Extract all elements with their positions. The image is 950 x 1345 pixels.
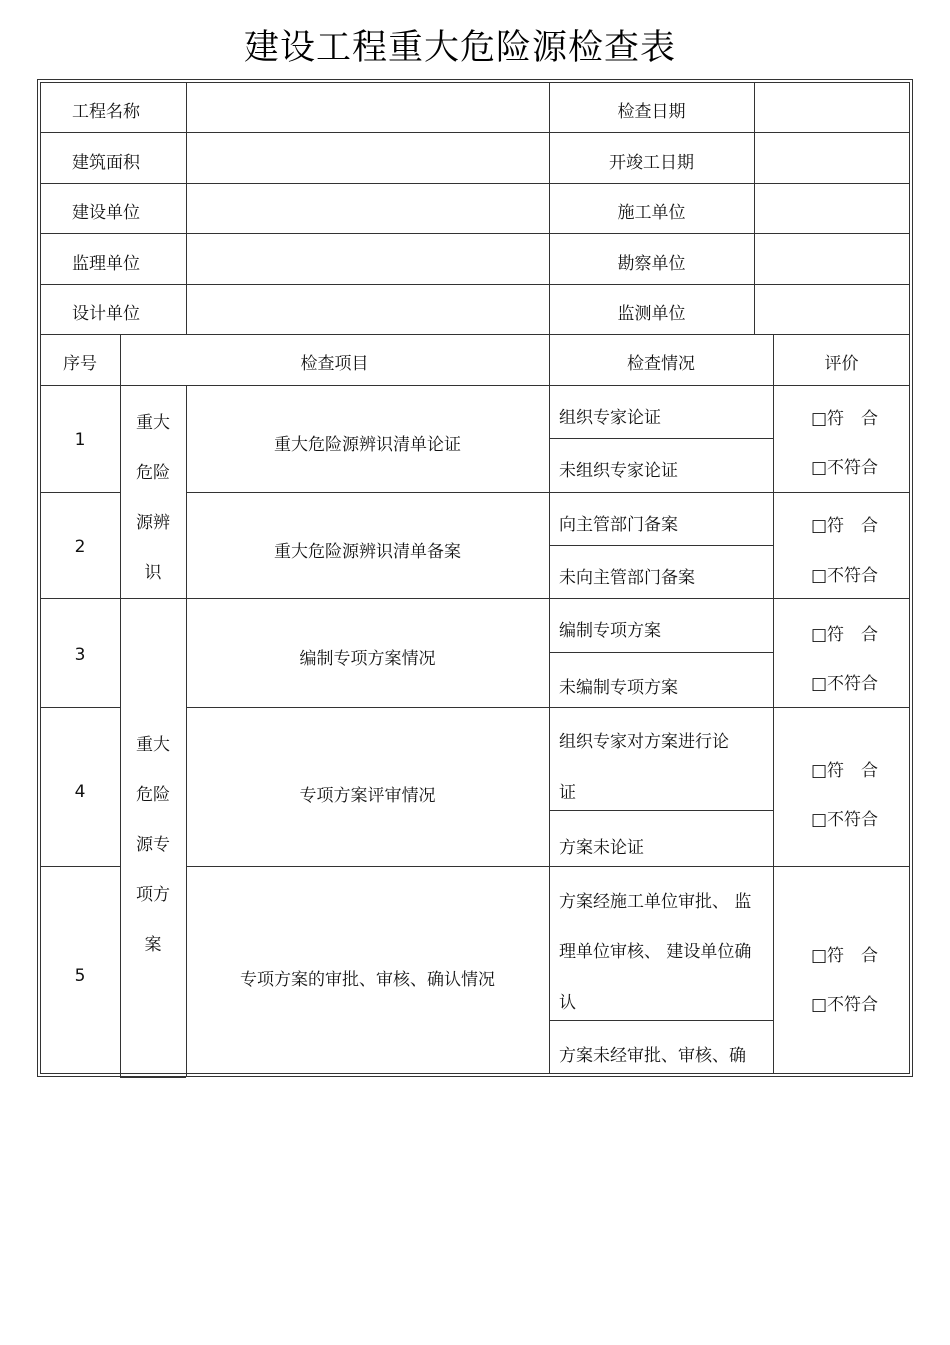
check-item: 专项方案评审情况 xyxy=(299,786,436,806)
option-text: 未编制专项方案 xyxy=(559,678,678,698)
option-text: 编制专项方案 xyxy=(559,621,661,641)
option-text: 组织专家论证 xyxy=(559,408,661,428)
grid-line xyxy=(773,334,774,1074)
grid-line xyxy=(40,492,120,493)
column-header-item: 检查项目 xyxy=(300,354,369,374)
info-label-monitoring-unit: 监测单位 xyxy=(617,304,686,324)
grid-line xyxy=(40,334,910,335)
grid-line xyxy=(549,82,550,1074)
grid-line xyxy=(186,707,910,708)
option-text: 未组织专家论证 xyxy=(559,461,678,481)
category-2-line: 案 xyxy=(144,935,162,955)
rating-pass-checkbox[interactable]: □符 合 xyxy=(811,409,879,429)
category-2-line: 源专 xyxy=(136,835,170,855)
category-1-line: 源辨 xyxy=(136,513,170,533)
info-label-inspection-date: 检查日期 xyxy=(617,102,686,122)
rating-pass-checkbox[interactable]: □符 合 xyxy=(811,625,879,645)
category-1-line: 识 xyxy=(144,563,162,583)
option-text: 方案未经审批、审核、确 xyxy=(559,1046,746,1066)
check-item: 重大危险源辨识清单备案 xyxy=(274,542,461,562)
rating-fail-checkbox[interactable]: □不符合 xyxy=(811,810,879,830)
option-text: 方案经施工单位审批、 监 xyxy=(559,892,752,912)
info-label-design-unit: 设计单位 xyxy=(72,304,140,324)
grid-line xyxy=(40,284,910,285)
grid-line xyxy=(120,334,121,1077)
column-header-no: 序号 xyxy=(63,354,97,374)
category-1-line: 危险 xyxy=(136,463,170,483)
check-item: 专项方案的审批、审核、确认情况 xyxy=(240,970,495,990)
row-number: 3 xyxy=(74,645,86,665)
grid-line xyxy=(549,545,773,546)
rating-fail-checkbox[interactable]: □不符合 xyxy=(811,674,879,694)
grid-line xyxy=(40,385,910,386)
check-item: 重大危险源辨识清单论证 xyxy=(274,435,461,455)
grid-line xyxy=(549,438,773,439)
info-label-building-area: 建筑面积 xyxy=(72,153,140,173)
info-label-survey-unit: 勘察单位 xyxy=(617,254,686,274)
row-number: 5 xyxy=(74,966,86,986)
option-text: 方案未论证 xyxy=(559,838,644,858)
grid-line xyxy=(754,82,755,335)
grid-line xyxy=(40,866,120,867)
column-header-rating: 评价 xyxy=(824,354,859,374)
grid-line xyxy=(186,492,910,493)
check-item: 编制专项方案情况 xyxy=(299,649,436,669)
info-label-project-name: 工程名称 xyxy=(72,102,140,122)
info-label-owner: 建设单位 xyxy=(72,203,140,223)
category-1-line: 重大 xyxy=(136,413,170,433)
grid-line xyxy=(186,866,910,867)
row-number: 1 xyxy=(74,430,86,450)
grid-line xyxy=(40,598,910,599)
category-2-line: 危险 xyxy=(136,785,170,805)
grid-line xyxy=(40,233,910,234)
grid-line xyxy=(186,82,187,335)
rating-fail-checkbox[interactable]: □不符合 xyxy=(811,566,879,586)
option-text: 向主管部门备案 xyxy=(559,515,678,535)
grid-line xyxy=(40,707,120,708)
grid-line xyxy=(549,652,773,653)
option-text: 证 xyxy=(559,783,576,803)
grid-line xyxy=(549,1020,773,1021)
info-label-start-end-date: 开竣工日期 xyxy=(609,153,694,173)
option-text: 理单位审核、 建设单位确 xyxy=(559,942,752,962)
rating-pass-checkbox[interactable]: □符 合 xyxy=(811,761,879,781)
rating-pass-checkbox[interactable]: □符 合 xyxy=(811,946,879,966)
grid-line xyxy=(40,132,910,133)
grid-line xyxy=(120,1077,186,1078)
column-header-status: 检查情况 xyxy=(627,354,695,374)
option-text: 认 xyxy=(559,993,576,1013)
info-label-contractor: 施工单位 xyxy=(617,203,686,223)
grid-line xyxy=(40,183,910,184)
page-title: 建设工程重大危险源检查表 xyxy=(243,28,676,68)
rating-fail-checkbox[interactable]: □不符合 xyxy=(811,995,879,1015)
option-text: 未向主管部门备案 xyxy=(559,568,695,588)
category-2-line: 重大 xyxy=(136,735,170,755)
rating-fail-checkbox[interactable]: □不符合 xyxy=(811,458,879,478)
option-text: 组织专家对方案进行论 xyxy=(559,732,729,752)
grid-line xyxy=(549,810,773,811)
row-number: 2 xyxy=(74,537,86,557)
rating-pass-checkbox[interactable]: □符 合 xyxy=(811,516,879,536)
info-label-supervisor: 监理单位 xyxy=(72,254,140,274)
category-2-line: 项方 xyxy=(136,885,170,905)
row-number: 4 xyxy=(74,782,86,802)
